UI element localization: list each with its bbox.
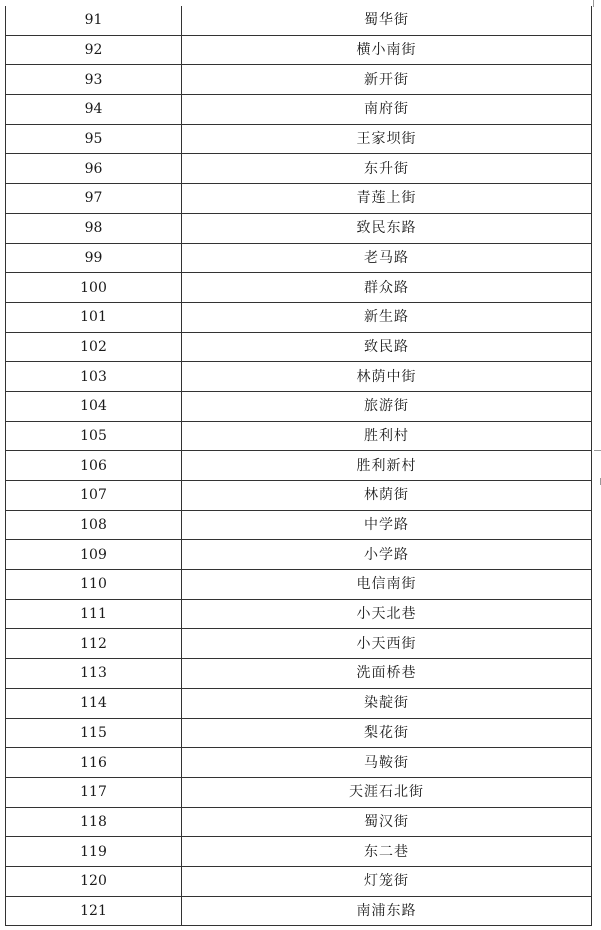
row-number-cell: 108 xyxy=(6,510,182,540)
row-number-cell: 105 xyxy=(6,421,182,451)
table-row xyxy=(6,421,592,451)
table-row xyxy=(6,154,592,184)
row-number-cell: 97 xyxy=(6,184,182,214)
street-name-cell: 旅游街 xyxy=(182,391,592,421)
table-row xyxy=(6,570,592,600)
row-number-cell: 104 xyxy=(6,391,182,421)
row-number-cell: 101 xyxy=(6,302,182,332)
row-number-cell: 114 xyxy=(6,688,182,718)
street-name-cell: 电信南街 xyxy=(182,570,592,600)
street-name-cell: 东二巷 xyxy=(182,837,592,867)
table-row xyxy=(6,659,592,689)
table-row xyxy=(6,332,592,362)
row-number-cell: 116 xyxy=(6,748,182,778)
row-number-cell: 107 xyxy=(6,481,182,511)
row-number-cell: 100 xyxy=(6,273,182,303)
table-row xyxy=(6,273,592,303)
street-name-cell: 天涯石北街 xyxy=(182,777,592,807)
street-name-cell: 小天西街 xyxy=(182,629,592,659)
row-number-cell: 99 xyxy=(6,243,182,273)
table-row xyxy=(6,629,592,659)
table-row xyxy=(6,124,592,154)
table-row xyxy=(6,777,592,807)
table-row xyxy=(6,748,592,778)
table-row xyxy=(6,35,592,65)
table-row xyxy=(6,866,592,896)
row-number-cell: 103 xyxy=(6,362,182,392)
table-row xyxy=(6,65,592,95)
row-number-cell: 113 xyxy=(6,659,182,689)
street-name-cell: 马鞍街 xyxy=(182,748,592,778)
row-number-cell: 94 xyxy=(6,95,182,125)
row-number-cell: 96 xyxy=(6,154,182,184)
row-number-cell: 118 xyxy=(6,807,182,837)
table-row xyxy=(6,481,592,511)
street-name-cell: 灯笼街 xyxy=(182,866,592,896)
table-body xyxy=(6,6,592,926)
page-margin-mark-mid xyxy=(594,450,601,451)
street-name-cell: 王家坝街 xyxy=(182,124,592,154)
table-row xyxy=(6,896,592,926)
street-name-cell: 梨花街 xyxy=(182,718,592,748)
table-row xyxy=(6,213,592,243)
table-row xyxy=(6,6,592,35)
page-margin-mark-top xyxy=(593,0,594,7)
row-number-cell: 92 xyxy=(6,35,182,65)
row-number-cell: 110 xyxy=(6,570,182,600)
row-number-cell: 95 xyxy=(6,124,182,154)
street-name-cell: 横小南街 xyxy=(182,35,592,65)
table-row xyxy=(6,599,592,629)
row-number-cell: 106 xyxy=(6,451,182,481)
table-row xyxy=(6,302,592,332)
row-number-cell: 117 xyxy=(6,777,182,807)
street-name-cell: 小学路 xyxy=(182,540,592,570)
table-row xyxy=(6,718,592,748)
street-name-cell: 青莲上街 xyxy=(182,184,592,214)
row-number-cell: 111 xyxy=(6,599,182,629)
row-number-cell: 115 xyxy=(6,718,182,748)
table-row xyxy=(6,510,592,540)
street-name-cell: 南府街 xyxy=(182,95,592,125)
table-row xyxy=(6,837,592,867)
street-name-cell: 致民路 xyxy=(182,332,592,362)
street-name-cell: 林荫街 xyxy=(182,481,592,511)
table-row xyxy=(6,451,592,481)
row-number-cell: 121 xyxy=(6,896,182,926)
street-name-cell: 蜀汉街 xyxy=(182,807,592,837)
street-name-cell: 胜利新村 xyxy=(182,451,592,481)
table-row xyxy=(6,807,592,837)
street-name-cell: 洗面桥巷 xyxy=(182,659,592,689)
table-row xyxy=(6,243,592,273)
row-number-cell: 93 xyxy=(6,65,182,95)
row-number-cell: 120 xyxy=(6,866,182,896)
street-name-cell: 南浦东路 xyxy=(182,896,592,926)
row-number-cell: 109 xyxy=(6,540,182,570)
table-row xyxy=(6,688,592,718)
table-row xyxy=(6,391,592,421)
row-number-cell: 119 xyxy=(6,837,182,867)
row-number-cell: 102 xyxy=(6,332,182,362)
street-name-cell: 东升街 xyxy=(182,154,592,184)
street-name-cell: 胜利村 xyxy=(182,421,592,451)
table-row xyxy=(6,184,592,214)
row-number-cell: 98 xyxy=(6,213,182,243)
row-number-cell: 112 xyxy=(6,629,182,659)
street-name-cell: 染靛街 xyxy=(182,688,592,718)
street-name-cell: 群众路 xyxy=(182,273,592,303)
street-name-cell: 致民东路 xyxy=(182,213,592,243)
street-name-cell: 蜀华街 xyxy=(182,6,592,35)
table-row xyxy=(6,95,592,125)
street-name-cell: 新生路 xyxy=(182,302,592,332)
table-row xyxy=(6,540,592,570)
street-name-cell: 林荫中街 xyxy=(182,362,592,392)
street-name-cell: 中学路 xyxy=(182,510,592,540)
street-name-cell: 老马路 xyxy=(182,243,592,273)
street-name-cell: 新开街 xyxy=(182,65,592,95)
row-number-cell: 91 xyxy=(6,6,182,35)
street-list-table xyxy=(5,6,592,926)
table-row xyxy=(6,362,592,392)
street-name-cell: 小天北巷 xyxy=(182,599,592,629)
